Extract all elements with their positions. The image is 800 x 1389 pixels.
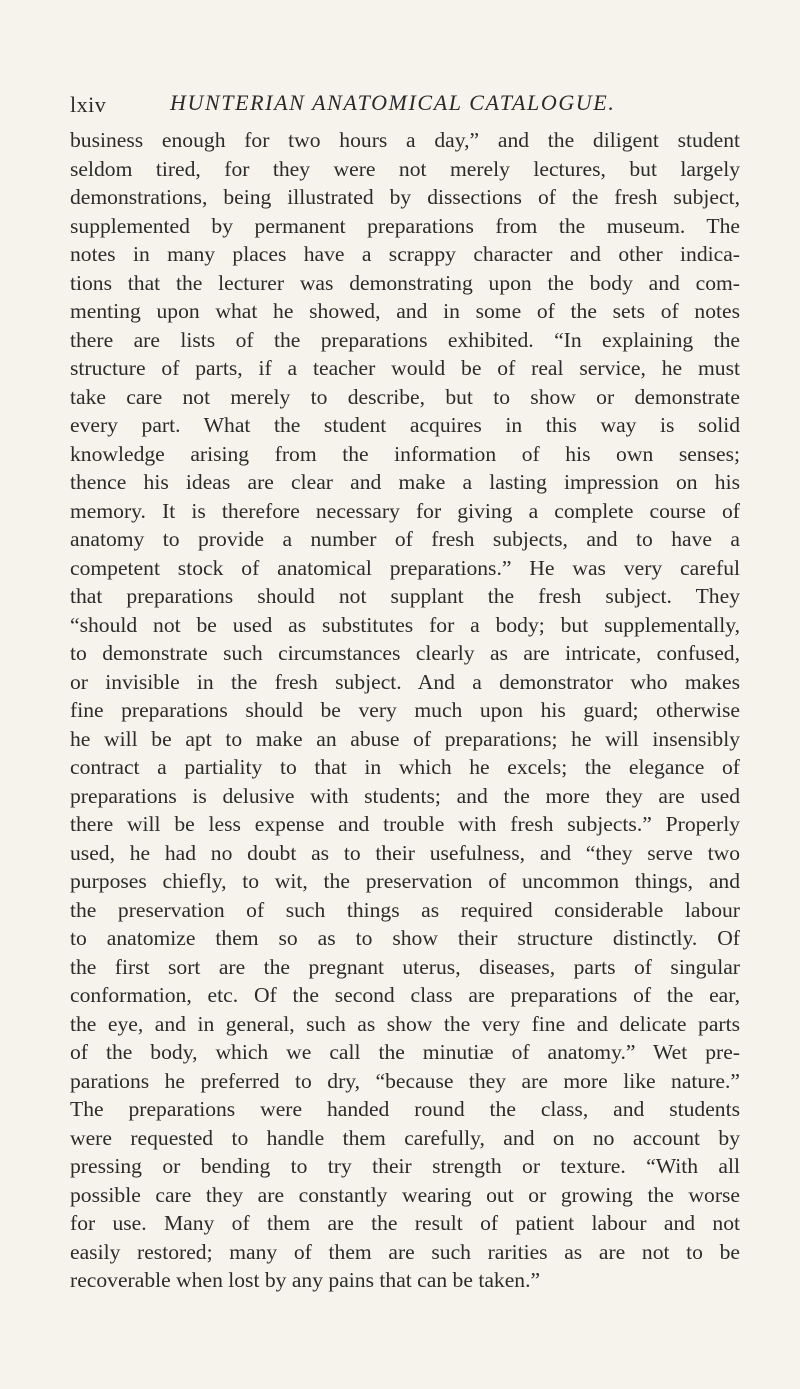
text-line: he will be apt to make an abuse of preparations; he will insensibly [70,726,740,751]
text-line: to demonstrate such circumstances clearly as are intricate, confused, [70,641,740,665]
text-line: thence his ideas are clear and make a lasting impression on his [70,470,740,494]
text-line: demonstrations, being illustrated by dissections of the fresh subject, [70,185,740,209]
text-line: seldom tired, for they were not merely lectures, but largely [70,156,740,181]
text-line: fine preparations should be very much upon his guard; otherwise [70,698,740,722]
text-line: the first sort are the pregnant uterus, diseases, parts of singular [70,954,740,979]
text-line: memory. It is therefore necessary for giving a complete course of [70,498,740,523]
text-line: of the body, which we call the minutiæ of anatomy.” Wet pre- [70,1040,740,1064]
text-line: business enough for two hours a day,” and the diligent student [70,128,740,152]
text-line: that preparations should not supplant the fresh subject. They [70,584,740,608]
text-line: anatomy to provide a number of fresh subjects, and to have a [70,527,740,551]
page-number: lxiv [70,92,107,117]
text-line: “should not be used as substitutes for a body; but supplementally, [70,612,740,637]
text-line: there are lists of the preparations exhibited. “In explaining the [70,327,740,352]
text-line: pressing or bending to try their strength or texture. “With all [70,1154,740,1178]
text-line: the preservation of such things as required considerable labour [70,897,740,922]
text-line: purposes chiefly, to wit, the preservation of uncommon things, and [70,869,740,893]
running-title: HUNTERIAN ANATOMICAL CATALOGUE. [170,90,616,115]
text-line: structure of parts, if a teacher would be of real service, he must [70,356,740,380]
page-header [70,86,740,122]
text-line: recoverable when lost by any pains that can be taken.” [70,1268,541,1292]
text-line: take care not merely to describe, but to show or demonstrate [70,384,740,409]
text-line: for use. Many of them are the result of patient labour and not [70,1211,740,1235]
text-line: tions that the lecturer was demonstrating upon the body and com- [70,270,740,295]
text-line: to anatomize them so as to show their structure distinctly. Of [70,926,740,950]
text-line: every part. What the student acquires in this way is solid [70,413,740,437]
text-line: were requested to handle them carefully, and on no account by [70,1125,740,1150]
text-line: the eye, and in general, such as show the very fine and delicate parts [70,1011,740,1036]
text-line: menting upon what he showed, and in some of the sets of notes [70,299,740,323]
text-line: notes in many places have a scrappy character and other indica- [70,242,740,266]
text-line: used, he had no doubt as to their usefulness, and “they serve two [70,840,740,865]
body-paragraph [70,126,740,1295]
text-line: The preparations were handed round the class, and students [70,1097,740,1121]
text-line: contract a partiality to that in which he excels; the elegance of [70,755,740,779]
text-line: possible care they are constantly wearing out or growing the worse [70,1182,740,1207]
text-line: conformation, etc. Of the second class are preparations of the ear, [70,983,740,1007]
text-line: preparations is delusive with students; and the more they are used [70,783,740,808]
text-line: or invisible in the fresh subject. And a demonstrator who makes [70,669,740,694]
text-line: easily restored; many of them are such rarities as are not to be [70,1239,740,1264]
text-line: competent stock of anatomical preparations.” He was very careful [70,555,740,580]
text-line: there will be less expense and trouble with fresh subjects.” Properly [70,812,740,836]
text-line: supplemented by permanent preparations from the museum. The [70,213,740,238]
text-line: knowledge arising from the information of his own senses; [70,441,740,466]
text-line: parations he preferred to dry, “because they are more like nature.” [70,1068,740,1093]
